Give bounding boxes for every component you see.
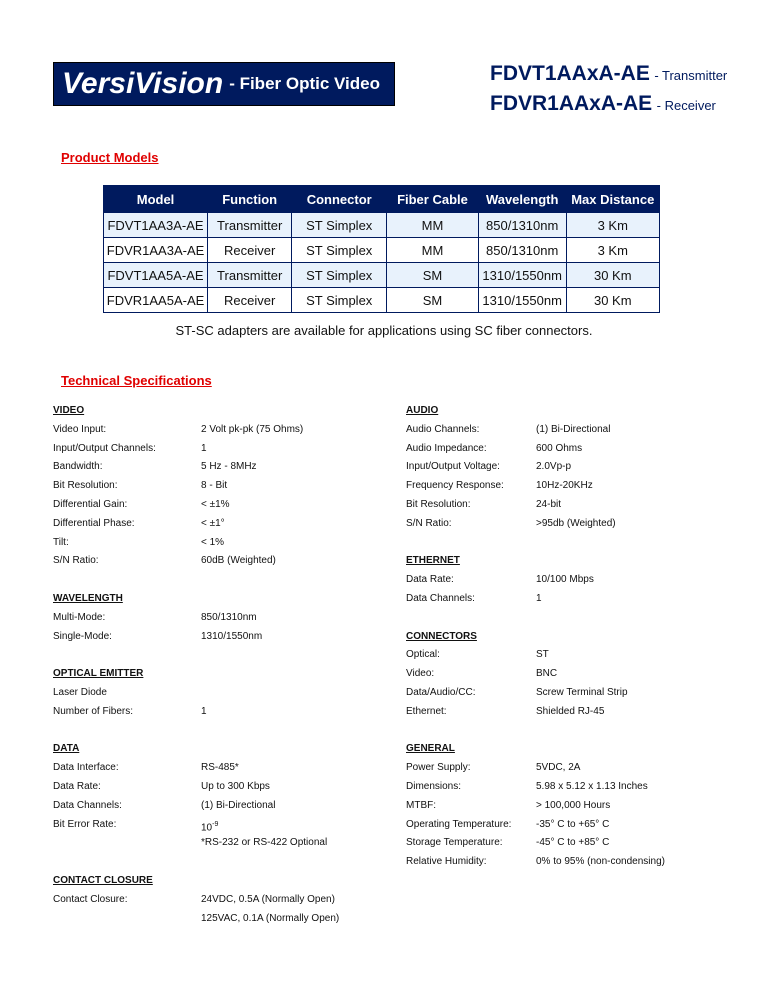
col-header: Max Distance bbox=[566, 186, 659, 213]
spec-row bbox=[406, 421, 665, 440]
spec-row bbox=[406, 496, 665, 515]
spec-value: 1 bbox=[536, 592, 542, 604]
spec-row bbox=[406, 646, 665, 665]
table-cell: 1310/1550nm bbox=[478, 288, 566, 313]
spec-label: Input/Output Channels: bbox=[53, 442, 156, 454]
spec-row bbox=[406, 816, 665, 835]
spec-row bbox=[53, 496, 339, 515]
spec-label: Bandwidth: bbox=[53, 461, 103, 473]
spec-value: ST bbox=[536, 649, 549, 661]
spec-row bbox=[53, 910, 339, 929]
spec-row bbox=[406, 778, 665, 797]
connectors-heading: CONNECTORS bbox=[406, 630, 477, 642]
spec-label: Power Supply: bbox=[406, 762, 471, 774]
product-models-heading: Product Models bbox=[61, 150, 159, 165]
table-cell: FDVR1AA5A-AE bbox=[104, 288, 208, 313]
spec-label: Differential Gain: bbox=[53, 498, 128, 510]
spec-label bbox=[53, 834, 201, 853]
brand-logo-banner bbox=[53, 62, 395, 106]
spec-value: 2 Volt pk-pk (75 Ohms) bbox=[201, 423, 304, 435]
table-cell: Transmitter bbox=[208, 213, 292, 238]
spec-value: 1 bbox=[201, 705, 207, 717]
data-heading: DATA bbox=[53, 743, 80, 755]
spec-row bbox=[53, 534, 339, 553]
table-cell: 30 Km bbox=[566, 263, 659, 288]
spec-value: -45° C to +85° C bbox=[536, 837, 610, 849]
spec-value: 5VDC, 2A bbox=[536, 762, 581, 774]
spec-row bbox=[53, 778, 339, 797]
col-header: Wavelength bbox=[478, 186, 566, 213]
general-heading: GENERAL bbox=[406, 743, 455, 755]
contact-closure-heading: CONTACT CLOSURE bbox=[53, 874, 153, 886]
table-cell: 3 Km bbox=[566, 238, 659, 263]
table-cell: ST Simplex bbox=[292, 213, 387, 238]
table-cell: ST Simplex bbox=[292, 288, 387, 313]
spec-row bbox=[53, 609, 339, 628]
spec-value: 2.0Vp-p bbox=[536, 461, 572, 473]
table-cell: FDVT1AA5A-AE bbox=[104, 263, 208, 288]
col-header: Model bbox=[104, 186, 208, 213]
table-row bbox=[104, 263, 660, 288]
spec-row bbox=[53, 834, 339, 853]
spec-value: 60dB (Weighted) bbox=[201, 555, 276, 567]
spec-label: Video Input: bbox=[53, 423, 107, 435]
spec-row bbox=[406, 703, 665, 722]
col-header: Function bbox=[208, 186, 292, 213]
spec-label: Data Rate: bbox=[406, 574, 454, 586]
table-cell: 850/1310nm bbox=[478, 238, 566, 263]
spec-label: Data Interface: bbox=[53, 762, 119, 774]
spec-value: 24VDC, 0.5A (Normally Open) bbox=[201, 893, 335, 905]
spec-label: Operating Temperature: bbox=[406, 818, 512, 830]
spec-value: BNC bbox=[536, 668, 558, 680]
transmitter-label: - Transmitter bbox=[654, 68, 728, 83]
brand-tagline: - Fiber Optic Video bbox=[229, 74, 381, 93]
spec-value: 125VAC, 0.1A (Normally Open) bbox=[201, 912, 340, 924]
model-titles bbox=[490, 60, 727, 120]
spec-row bbox=[406, 458, 665, 477]
spec-value: > 100,000 Hours bbox=[536, 799, 611, 811]
spec-value: 5 Hz - 8MHz bbox=[201, 461, 257, 473]
spec-value: < 1% bbox=[201, 536, 225, 548]
table-row bbox=[104, 288, 660, 313]
spec-value: RS-485* bbox=[201, 762, 239, 774]
spec-value: 24-bit bbox=[536, 498, 562, 510]
spec-value: 8 - Bit bbox=[201, 480, 228, 492]
table-cell: FDVR1AA3A-AE bbox=[104, 238, 208, 263]
spec-label: Relative Humidity: bbox=[406, 856, 487, 868]
spec-label: Bit Resolution: bbox=[53, 480, 118, 492]
spec-value: Screw Terminal Strip bbox=[536, 686, 628, 698]
spec-value: 600 Ohms bbox=[536, 442, 583, 454]
spec-value: >95db (Weighted) bbox=[536, 517, 616, 529]
table-cell: 3 Km bbox=[566, 213, 659, 238]
receiver-model: FDVR1AAxA-AE bbox=[490, 92, 653, 115]
spec-label: Audio Channels: bbox=[406, 423, 480, 435]
spec-value: (1) Bi-Directional bbox=[536, 423, 611, 435]
spec-label: Ethernet: bbox=[406, 705, 447, 717]
table-cell: SM bbox=[387, 288, 479, 313]
spec-row bbox=[53, 759, 339, 778]
wavelength-heading: WAVELENGTH bbox=[53, 592, 123, 604]
spec-row bbox=[406, 684, 665, 703]
spec-label: Storage Temperature: bbox=[406, 837, 503, 849]
spec-row bbox=[53, 458, 339, 477]
spec-row bbox=[53, 816, 339, 835]
spec-label: Data Channels: bbox=[53, 799, 122, 811]
spec-label: Audio Impedance: bbox=[406, 442, 487, 454]
spec-label: Dimensions: bbox=[406, 780, 462, 792]
spec-row bbox=[53, 421, 339, 440]
transmitter-model: FDVT1AAxA-AE bbox=[490, 62, 650, 85]
spec-row bbox=[406, 665, 665, 684]
spec-row bbox=[406, 571, 665, 590]
spec-label: Laser Diode bbox=[53, 686, 107, 698]
spec-value: -35° C to +65° C bbox=[536, 818, 610, 830]
spec-label: Single-Mode: bbox=[53, 630, 112, 642]
spec-label: Data Channels: bbox=[406, 592, 475, 604]
col-header: Connector bbox=[292, 186, 387, 213]
table-cell: MM bbox=[387, 238, 479, 263]
spec-row bbox=[53, 440, 339, 459]
audio-heading: AUDIO bbox=[406, 405, 439, 416]
spec-label: Video: bbox=[406, 668, 435, 680]
table-cell: MM bbox=[387, 213, 479, 238]
spec-label: Multi-Mode: bbox=[53, 611, 106, 623]
spec-label: S/N Ratio: bbox=[406, 517, 452, 529]
video-heading: VIDEO bbox=[53, 405, 85, 416]
spec-label: Frequency Response: bbox=[406, 480, 504, 492]
table-row bbox=[104, 213, 660, 238]
table-cell: 30 Km bbox=[566, 288, 659, 313]
spec-value: Up to 300 Kbps bbox=[201, 780, 270, 792]
spec-value: 10/100 Mbps bbox=[536, 574, 594, 586]
technical-specifications-heading: Technical Specifications bbox=[61, 373, 212, 388]
spec-row bbox=[53, 552, 339, 571]
spec-row bbox=[53, 477, 339, 496]
spec-row bbox=[406, 590, 665, 609]
spec-label: Tilt: bbox=[53, 536, 69, 548]
table-row bbox=[104, 238, 660, 263]
table-cell: Receiver bbox=[208, 238, 292, 263]
spec-value: 5.98 x 5.12 x 1.13 Inches bbox=[536, 780, 648, 792]
spec-row bbox=[53, 684, 339, 703]
spec-value: 850/1310nm bbox=[201, 611, 257, 623]
spec-value: *RS-232 or RS-422 Optional bbox=[201, 837, 328, 849]
col-header: Fiber Cable bbox=[387, 186, 479, 213]
specs-right-column bbox=[406, 402, 665, 872]
receiver-label: - Receiver bbox=[656, 98, 716, 113]
spec-value: 1310/1550nm bbox=[201, 630, 263, 642]
spec-value: 0% to 95% (non-condensing) bbox=[536, 856, 665, 868]
spec-row bbox=[406, 797, 665, 816]
table-cell: Transmitter bbox=[208, 263, 292, 288]
spec-label: Differential Phase: bbox=[53, 517, 135, 529]
brand-name: VersiVision bbox=[62, 67, 224, 100]
spec-value: 10Hz-20KHz bbox=[536, 480, 593, 492]
spec-row bbox=[406, 477, 665, 496]
table-cell: ST Simplex bbox=[292, 238, 387, 263]
table-cell: Receiver bbox=[208, 288, 292, 313]
spec-row bbox=[53, 797, 339, 816]
table-cell: ST Simplex bbox=[292, 263, 387, 288]
product-models-table bbox=[103, 185, 660, 313]
table-cell: FDVT1AA3A-AE bbox=[104, 213, 208, 238]
table-cell: 850/1310nm bbox=[478, 213, 566, 238]
spec-row bbox=[53, 891, 339, 910]
spec-label: MTBF: bbox=[406, 799, 436, 811]
spec-label: Bit Resolution: bbox=[406, 498, 471, 510]
spec-value bbox=[201, 816, 218, 835]
ber-exponent: -9 bbox=[212, 820, 219, 828]
ber-base: 10 bbox=[201, 821, 213, 833]
spec-row bbox=[53, 703, 339, 722]
sc-adapter-note: ST-SC adapters are available for applications using SC fiber connectors. bbox=[175, 323, 593, 338]
table-header-row bbox=[104, 186, 660, 213]
spec-row bbox=[406, 759, 665, 778]
spec-label: Data/Audio/CC: bbox=[406, 686, 476, 698]
optical-emitter-heading: OPTICAL EMITTER bbox=[53, 668, 144, 680]
spec-label: Data Rate: bbox=[53, 780, 101, 792]
spec-value: < ±1° bbox=[201, 517, 225, 529]
table-cell: 1310/1550nm bbox=[478, 263, 566, 288]
spec-value: < ±1% bbox=[201, 498, 230, 510]
spec-label: Input/Output Voltage: bbox=[406, 461, 500, 473]
spec-label: Bit Error Rate: bbox=[53, 818, 117, 830]
ethernet-heading: ETHERNET bbox=[406, 555, 460, 567]
spec-label bbox=[53, 910, 201, 929]
spec-value: Shielded RJ-45 bbox=[536, 705, 605, 717]
spec-label: Optical: bbox=[406, 649, 440, 661]
spec-label: Contact Closure: bbox=[53, 893, 128, 905]
spec-row bbox=[406, 440, 665, 459]
specs-left-column bbox=[53, 402, 339, 928]
spec-label: Number of Fibers: bbox=[53, 705, 134, 717]
spec-value: (1) Bi-Directional bbox=[201, 799, 276, 811]
spec-row bbox=[53, 628, 339, 647]
spec-label: S/N Ratio: bbox=[53, 555, 99, 567]
table-cell: SM bbox=[387, 263, 479, 288]
spec-row bbox=[406, 515, 665, 534]
spec-value: 1 bbox=[201, 442, 207, 454]
spec-row bbox=[406, 853, 665, 872]
spec-row bbox=[406, 834, 665, 853]
spec-row bbox=[53, 515, 339, 534]
